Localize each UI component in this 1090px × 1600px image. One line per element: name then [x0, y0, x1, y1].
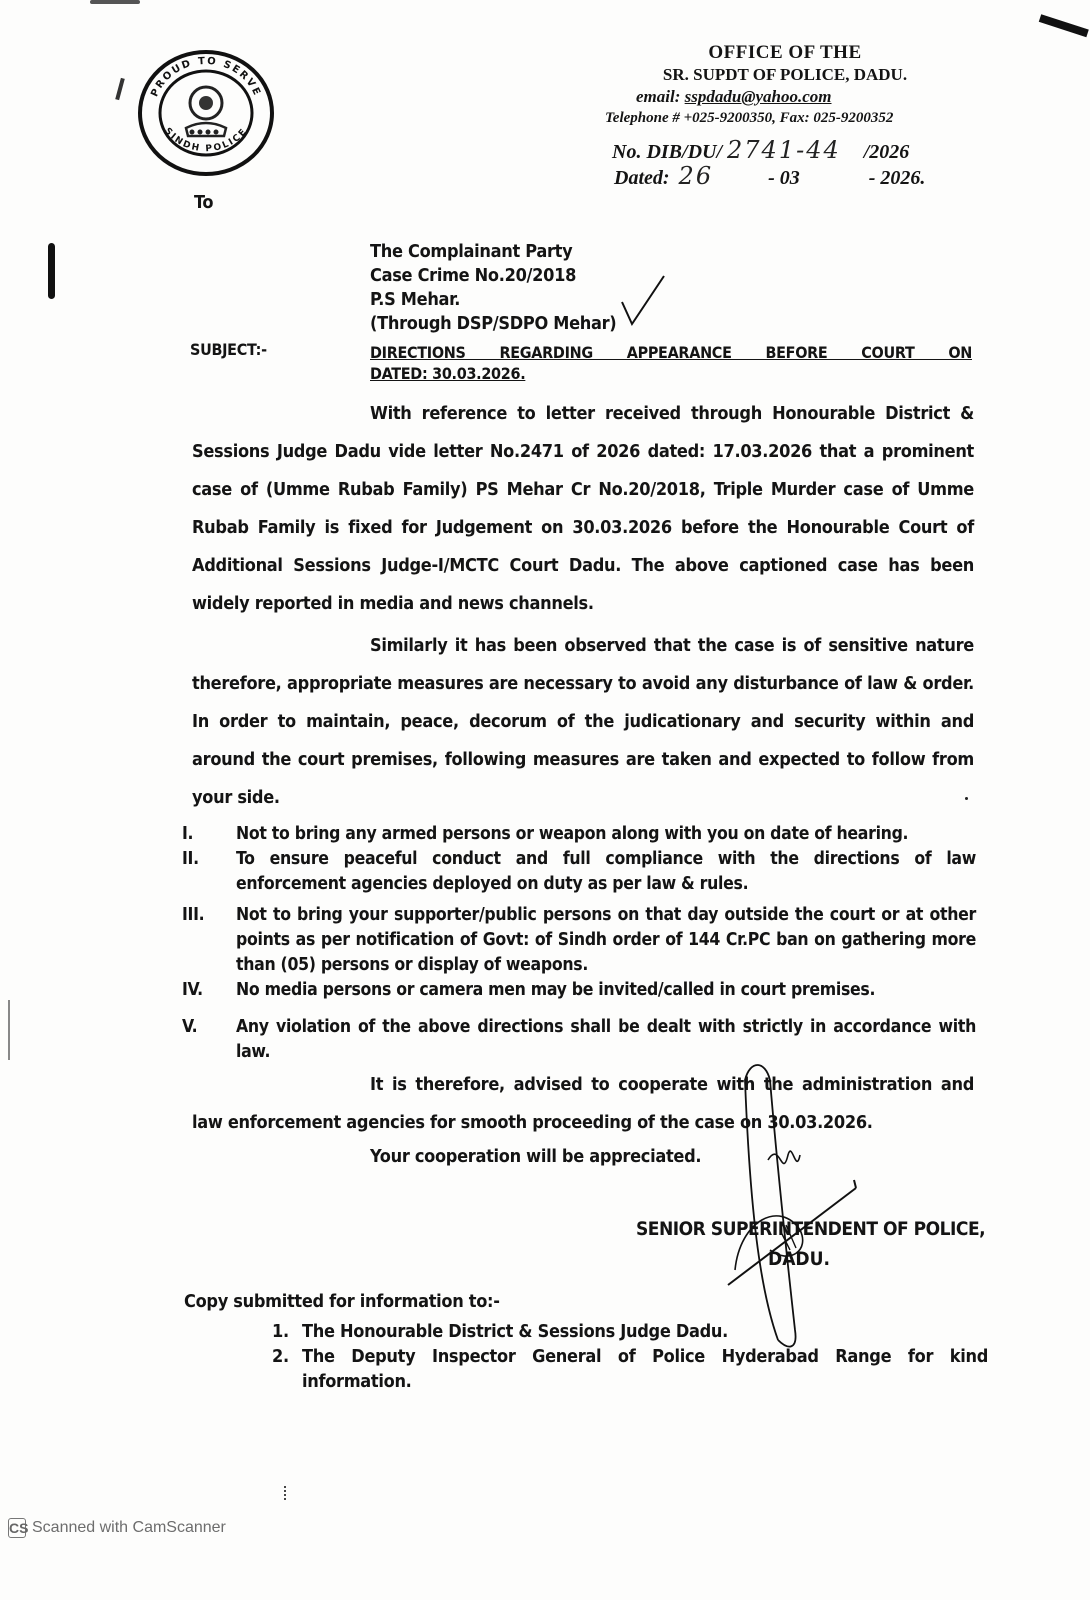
direction-text: Any violation of the above directions shall be dealt with strictly in accordance with law.: [236, 1017, 976, 1062]
subject-line-2: DATED: 30.03.2026.: [370, 364, 526, 383]
dated-month: - 03: [768, 167, 800, 189]
handwritten-signature: [720, 1060, 870, 1360]
copy-text: The Honourable District & Sessions Judge Dadu.: [302, 1321, 729, 1342]
addressee-line: (Through DSP/SDPO Mehar): [370, 313, 617, 334]
reference-number: [612, 136, 909, 164]
directions-list: [176, 822, 976, 1065]
scan-smudge-left-2: [115, 78, 125, 100]
to-label: To: [194, 192, 214, 213]
camscanner-logo-icon: CS: [9, 1520, 29, 1536]
body-paragraph-3: It is therefore, advised to cooperate with the administration and law enforcement agencies for smooth proceeding of the case on 30.03.2026.: [192, 1074, 974, 1133]
ref-suffix: /2026: [863, 141, 910, 163]
direction-number: V.: [182, 1017, 198, 1037]
body-paragraph-2: Similarly it has been observed that the case is of sensitive nature therefore, appropriate measures are necessary to avoid any disturbance of law & order. In order to maintain, peace, decorum of the judicationary and security within and around the court premises, following measures are taken and expected to follow from your side.: [192, 635, 974, 808]
body-paragraph-4: Your cooperation will be appreciated.: [370, 1146, 702, 1167]
dated-label: Dated:: [614, 167, 670, 189]
direction-number: III.: [182, 905, 205, 925]
check-mark-icon: [618, 272, 668, 332]
dated-line: [614, 162, 925, 190]
addressee-line: Case Crime No.20/2018: [370, 265, 577, 286]
subject-line-1: DIRECTIONS REGARDING APPEARANCE BEFORE COURT ON: [370, 343, 972, 362]
email-line: [600, 86, 970, 108]
scan-smudge-left-3: [8, 1000, 10, 1060]
office-name: SR. SUPDT OF POLICE, DADU.: [662, 65, 908, 84]
direction-item: [176, 1015, 976, 1065]
sindh-police-seal: [136, 48, 276, 178]
addressee-line: P.S Mehar.: [370, 289, 461, 310]
dated-day: 26: [678, 162, 714, 190]
copy-item: [272, 1319, 988, 1344]
signatory-title: SENIOR SUPERINTENDENT OF POLICE,: [636, 1218, 986, 1240]
copy-item: [272, 1344, 988, 1394]
direction-text: Not to bring your supporter/public persons on that day outside the court or at other points as per notification of Govt: of Sindh order of 144 Cr.PC ban on gathering more than (05) persons or display of weapons.: [236, 905, 976, 975]
addressee-block: [370, 240, 616, 336]
letterhead: [600, 42, 970, 128]
dated-year: - 2026.: [868, 167, 926, 189]
subject-label: SUBJECT:-: [190, 340, 267, 359]
direction-text: To ensure peaceful conduct and full compliance with the directions of law enforcement agencies deployed on duty as per law & rules.: [236, 849, 976, 894]
seal-graphic: [136, 48, 276, 178]
body-paragraph-1: With reference to letter received through Honourable District & Sessions Judge Dadu vide letter No.2471 of 2026 dated: 17.03.2026 that a prominent case of (Umme Rubab Family) PS Mehar Cr No.20/2018, Triple Murder case of Umme Rubab Family is fixed for Judgement on 30.03.2026 before the Honourable Court of Additional Sessions Judge-I/MCTC Court Dadu. The above captioned case has been widely reported in media and news channels.: [192, 403, 974, 614]
addressee-line: The Complainant Party: [370, 241, 573, 262]
stray-marks: [284, 1486, 288, 1500]
telephone-line: Telephone # +025-9200350, Fax: 025-9200352: [605, 110, 894, 126]
direction-text: No media persons or camera men may be invited/called in court premises.: [236, 980, 876, 1000]
direction-item: [176, 847, 976, 897]
direction-number: II.: [182, 849, 199, 869]
direction-item: [176, 822, 976, 847]
camscanner-watermark: [8, 1518, 226, 1538]
copy-heading: Copy submitted for information to:-: [184, 1291, 500, 1312]
scan-corner-mark: [1039, 14, 1089, 37]
seal-top-text: PROUD TO SERVE: [149, 55, 263, 99]
copy-text: The Deputy Inspector General of Police Hyderabad Range for kind information.: [302, 1346, 988, 1392]
direction-text: Not to bring any armed persons or weapon along with you on date of hearing.: [236, 824, 909, 844]
direction-number: IV.: [182, 980, 203, 1000]
direction-item: [176, 903, 976, 978]
direction-number: I.: [182, 824, 194, 844]
scan-smudge-top: [90, 0, 140, 4]
direction-item: [176, 978, 976, 1003]
seal-bottom-text: SINDH POLICE: [162, 126, 250, 155]
scan-smudge-left: [48, 243, 55, 299]
ref-handwritten: 2741-44: [727, 136, 841, 164]
copy-list: [272, 1319, 988, 1394]
copy-number: 2.: [272, 1346, 289, 1367]
email-link[interactable]: sspdadu@yahoo.com: [684, 87, 832, 106]
copy-number: 1.: [272, 1321, 289, 1342]
email-label: email:: [636, 87, 681, 106]
svg-text:SINDH POLICE: [162, 126, 250, 154]
stray-dot: [965, 797, 968, 800]
ref-prefix: No. DIB/DU/: [612, 141, 723, 163]
camscanner-text: Scanned with CamScanner: [32, 1519, 226, 1536]
signatory-place: DADU.: [768, 1248, 830, 1270]
office-line: OFFICE OF THE: [708, 42, 862, 63]
